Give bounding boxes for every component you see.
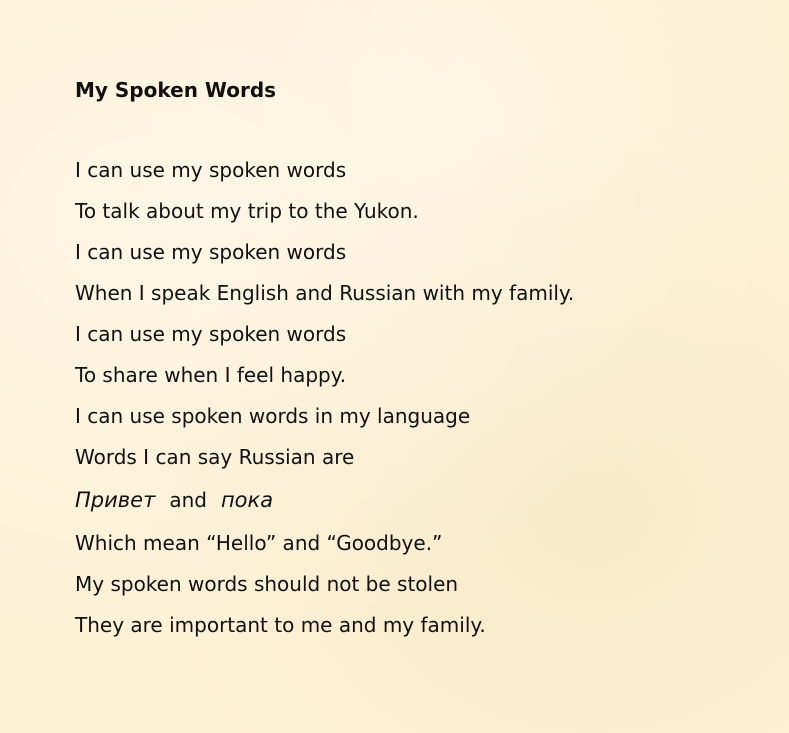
poem-line: I can use spoken words in my language	[75, 404, 471, 428]
poem-body	[75, 150, 574, 646]
poem-title: My Spoken Words	[75, 78, 277, 102]
russian-words-connector: and	[169, 488, 207, 512]
poem-line: Which mean “Hello” and “Goodbye.”	[75, 531, 443, 555]
russian-hello-word: Привет	[75, 488, 156, 512]
poem-line: To talk about my trip to the Yukon.	[75, 199, 419, 223]
poem-line: Words I can say Russian are	[75, 445, 355, 469]
russian-words-line	[75, 478, 574, 523]
poem-line: I can use my spoken words	[75, 240, 347, 264]
poem-line: They are important to me and my family.	[75, 613, 486, 637]
poem-line: I can use my spoken words	[75, 322, 347, 346]
poem-line: When I speak English and Russian with my family.	[75, 281, 575, 305]
russian-goodbye-word: пока	[220, 488, 274, 512]
poem-line: I can use my spoken words	[75, 158, 347, 182]
poem-line: My spoken words should not be stolen	[75, 572, 459, 596]
poem-line: To share when I feel happy.	[75, 363, 347, 387]
